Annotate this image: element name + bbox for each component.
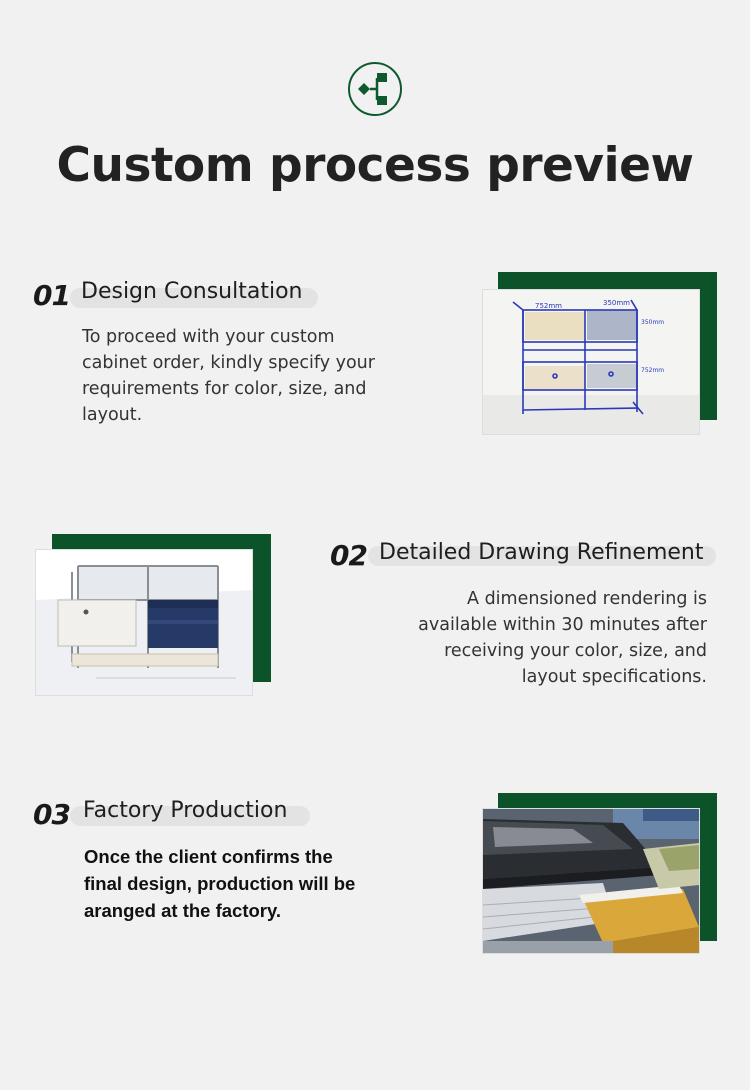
factory-panels-image [482,808,700,954]
step-number: 03 [33,798,70,831]
step-number: 02 [330,539,367,572]
flowchart-icon [348,62,402,116]
step-description: A dimensioned rendering is available within 30 minutes after receiving your color, size, and layout specifications. [418,589,707,687]
step-heading: Detailed Drawing Refinement [379,540,704,565]
sketch-label: 752mm [535,302,562,310]
step-description: To proceed with your custom cabinet order, kindly specify your requirements for color, size, and layout. [82,327,375,425]
page-title: Custom process preview [56,138,694,193]
step-number: 01 [33,279,70,312]
sketch-label: 350mm [603,299,630,307]
step-description: Once the client confirms the final design, production will be aranged at the factory. [84,846,356,921]
step-heading: Factory Production [83,798,288,823]
sketch-label: 350mm [641,319,665,326]
3d-rendering-cabinet-image [35,549,253,696]
step-heading: Design Consultation [81,279,303,304]
sketch-label: 752mm [641,367,665,374]
hand-sketch-cabinet-image [482,289,700,435]
